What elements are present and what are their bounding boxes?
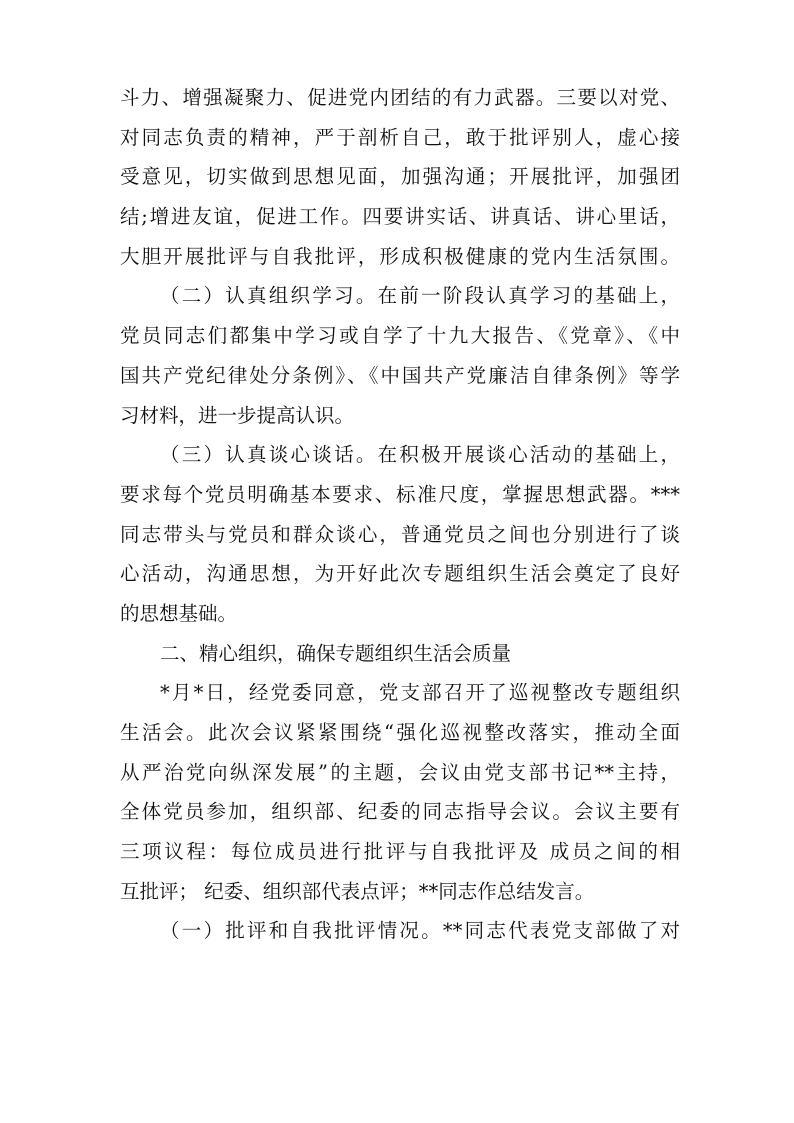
paragraph-heading-line: （一）批评和自我批评情况。**同志代表党支部做了对	[160, 919, 680, 943]
text-line: 党员同志们都集中学习或自学了十九大报告、《党章》、《中	[120, 324, 680, 348]
section-heading: 二、精心组织，确保专题组织生活会质量	[160, 641, 512, 665]
text-line: 斗力、增强凝聚力、促进党内团结的有力武器。三要以对党、	[120, 86, 680, 109]
paragraph-heading-line: （三）认真谈心谈话。在积极开展谈心活动的基础上，	[160, 443, 680, 467]
text-line: 大胆开展批评与自我批评，形成积极健康的党内生活氛围。	[120, 244, 680, 268]
body-text	[120, 78, 680, 951]
paragraph-heading-line: （二）认真组织学习。在前一阶段认真学习的基础上，	[160, 284, 680, 308]
text-line: 同志带头与党员和群众谈心，普通党员之间也分别进行了谈	[120, 522, 680, 546]
text-line: 生活会。此次会议紧紧围绕“强化巡视整改落实，推动全面	[120, 721, 680, 744]
text-line: 国共产党纪律处分条例》、《中国共产党廉洁自律条例》等学	[120, 363, 680, 387]
text-line: 的思想基础。	[120, 601, 238, 625]
text-line: 对同志负责的精神，严于剖析自己，敢于批评别人，虚心接	[120, 125, 680, 149]
text-line: 心活动，沟通思想，为开好此次专题组织生活会奠定了良好	[120, 562, 680, 586]
text-line: 习材料，进一步提高认识。	[120, 403, 355, 427]
text-line: *月*日，经党委同意，党支部召开了巡视整改专题组织	[160, 681, 680, 705]
text-line: 全体党员参加，组织部、纪委的同志指导会议。会议主要有	[120, 800, 680, 824]
text-line: 结;增进友谊，促进工作。四要讲实话、讲真话、讲心里话，	[120, 205, 680, 229]
text-line: 从严治党向纵深发展”的主题，会议由党支部书记**主持，	[120, 760, 680, 784]
text-line: 互批评； 纪委、组织部代表点评；**同志作总结发言。	[120, 879, 595, 903]
text-line: 三项议程：每位成员进行批评与自我批评及 成员之间的相	[120, 840, 680, 864]
text-line: 要求每个党员明确基本要求、标准尺度，掌握思想武器。***	[120, 482, 680, 506]
text-line: 受意见，切实做到思想见面，加强沟通；开展批评，加强团	[120, 165, 680, 189]
